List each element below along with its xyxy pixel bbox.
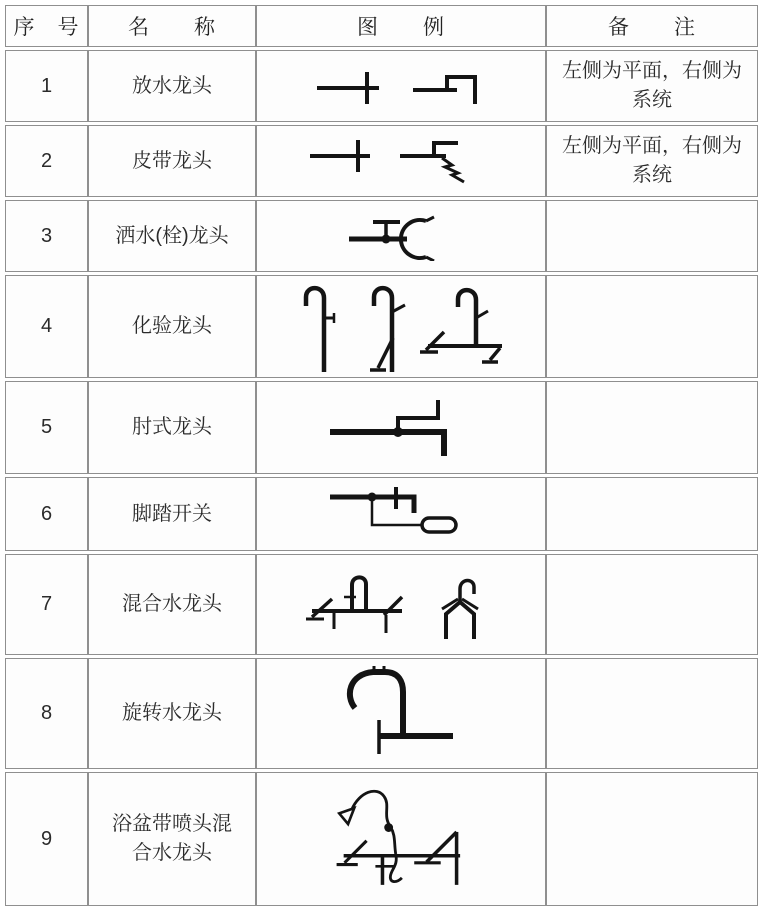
remark-cell: 左侧为平面，右侧为系统 bbox=[546, 125, 758, 197]
foot-pedal-switch-symbol-icon bbox=[326, 485, 476, 543]
name-cell: 旋转水龙头 bbox=[88, 658, 256, 769]
table-row bbox=[5, 658, 758, 769]
swivel-tap-symbol-icon bbox=[339, 664, 464, 764]
name-cell: 浴盆带喷头混合水龙头 bbox=[88, 772, 256, 906]
legend-header-cell: 图 例 bbox=[256, 5, 546, 47]
name-cell: 洒水(栓)龙头 bbox=[88, 200, 256, 272]
legend-cell bbox=[256, 554, 546, 655]
name-cell: 肘式龙头 bbox=[88, 381, 256, 474]
elbow-tap-symbol-icon bbox=[326, 396, 476, 460]
table-row bbox=[5, 772, 758, 906]
table-row bbox=[5, 200, 758, 272]
bathtub-shower-mixing-tap-symbol-icon bbox=[326, 777, 476, 901]
table-row bbox=[5, 125, 758, 197]
table-header bbox=[5, 5, 758, 47]
name-cell: 混合水龙头 bbox=[88, 554, 256, 655]
serial-cell: 9 bbox=[5, 772, 88, 906]
serial-cell: 8 bbox=[5, 658, 88, 769]
remark-cell bbox=[546, 381, 758, 474]
remark-cell bbox=[546, 200, 758, 272]
remark-cell bbox=[546, 275, 758, 378]
name-cell: 脚踏开关 bbox=[88, 477, 256, 551]
legend-cell bbox=[256, 125, 546, 197]
header-row bbox=[5, 5, 758, 47]
serial-cell: 5 bbox=[5, 381, 88, 474]
serial-cell: 7 bbox=[5, 554, 88, 655]
name-cell: 皮带龙头 bbox=[88, 125, 256, 197]
serial-header-cell: 序 号 bbox=[5, 5, 88, 47]
table-body bbox=[5, 50, 758, 906]
name-cell: 化验龙头 bbox=[88, 275, 256, 378]
remark-cell bbox=[546, 554, 758, 655]
draw-off-tap-symbol-icon bbox=[311, 64, 491, 108]
lab-tap-symbol-icon bbox=[294, 280, 509, 374]
legend-cell bbox=[256, 50, 546, 122]
name-header-cell: 名 称 bbox=[88, 5, 256, 47]
legend-cell bbox=[256, 772, 546, 906]
mixing-tap-symbol-icon bbox=[304, 569, 499, 641]
serial-cell: 6 bbox=[5, 477, 88, 551]
table-row bbox=[5, 50, 758, 122]
legend-cell bbox=[256, 658, 546, 769]
table-row bbox=[5, 554, 758, 655]
sprinkler-bib-tap-symbol-icon bbox=[345, 211, 457, 261]
plumbing-legend-table bbox=[5, 2, 758, 909]
remark-cell: 左侧为平面，右侧为系统 bbox=[546, 50, 758, 122]
remark-cell bbox=[546, 658, 758, 769]
legend-cell bbox=[256, 381, 546, 474]
legend-cell bbox=[256, 200, 546, 272]
table-row bbox=[5, 477, 758, 551]
legend-cell bbox=[256, 275, 546, 378]
serial-cell: 4 bbox=[5, 275, 88, 378]
serial-cell: 3 bbox=[5, 200, 88, 272]
table-row bbox=[5, 275, 758, 378]
serial-cell: 1 bbox=[5, 50, 88, 122]
serial-cell: 2 bbox=[5, 125, 88, 197]
name-cell: 放水龙头 bbox=[88, 50, 256, 122]
legend-cell bbox=[256, 477, 546, 551]
remark-cell bbox=[546, 477, 758, 551]
hose-belt-tap-symbol-icon bbox=[306, 134, 496, 188]
remark-cell bbox=[546, 772, 758, 906]
table-row bbox=[5, 381, 758, 474]
remark-header-cell: 备 注 bbox=[546, 5, 758, 47]
